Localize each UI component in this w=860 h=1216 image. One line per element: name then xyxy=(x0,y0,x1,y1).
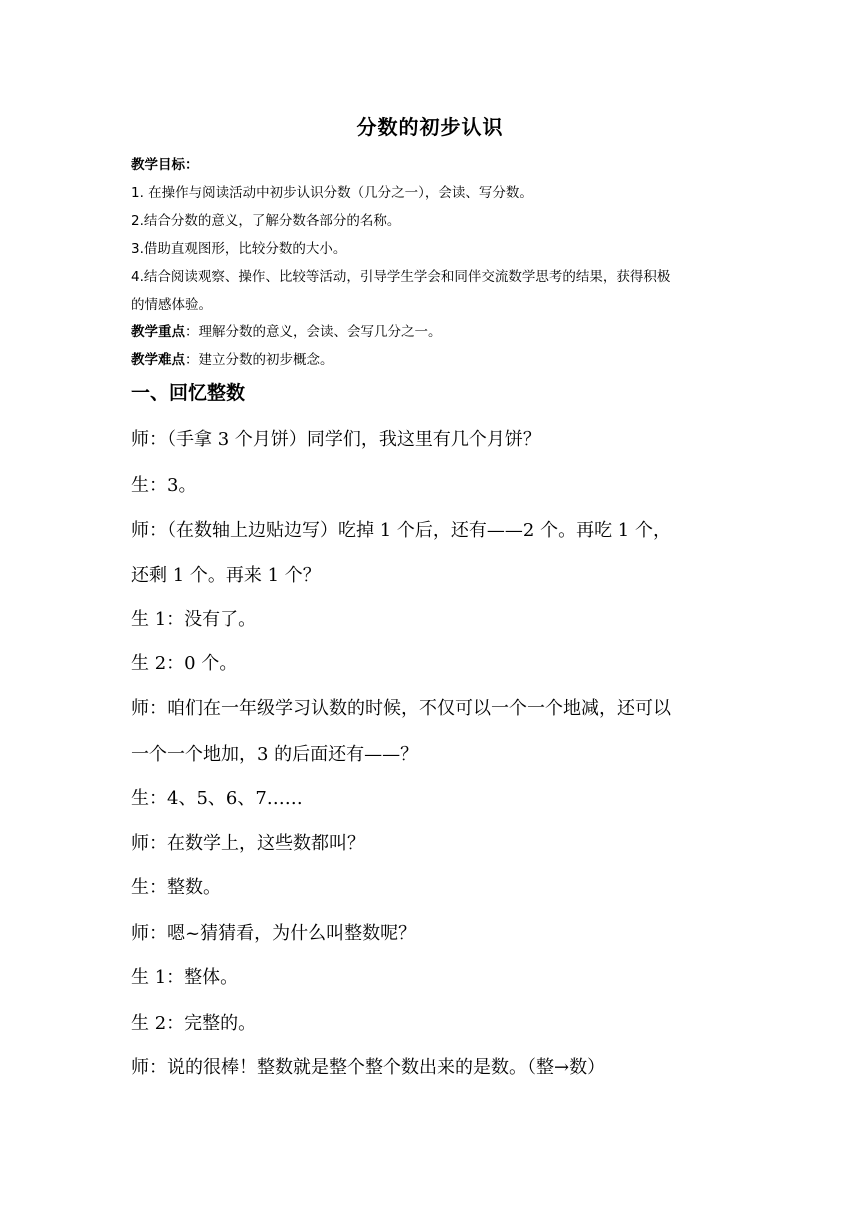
objectives-label xyxy=(131,155,741,175)
objective-line-2: 2.结合分数的意义，了解分数各部分的名称。 xyxy=(131,213,401,229)
dialogue-line: 生 2：0 个。 xyxy=(131,653,238,674)
dialogue-line: 师：嗯~猜猜看，为什么叫整数呢？ xyxy=(131,923,417,944)
key-point xyxy=(131,322,741,342)
dialogue-line: 师：（在数轴上边贴边写）吃掉 1 个后，还有——2 个。再吃 1 个， xyxy=(131,520,671,541)
dialogue-line: 还剩 1 个。再来 1 个？ xyxy=(131,565,321,586)
difficulty-point xyxy=(131,350,741,370)
section-heading: 一、回忆整数 xyxy=(131,382,246,404)
difficulty-text: ：建立分数的初步概念。 xyxy=(185,352,334,368)
difficulty-label: 教学难点 xyxy=(131,352,185,368)
dialogue-line: 生 1：整体。 xyxy=(131,967,239,988)
key-point-text: ：理解分数的意义，会读、会写几分之一。 xyxy=(185,324,442,340)
objective-line-4: 4.结合阅读观察、操作、比较等活动，引导学生学会和同伴交流数学思考的结果，获得积极 xyxy=(131,269,671,285)
dialogue-line: 生：4、5、6、7…… xyxy=(131,788,303,809)
objective-line-1: 1. 在操作与阅读活动中初步认识分数（几分之一），会读、写分数。 xyxy=(131,185,533,201)
dialogue-line: 师：在数学上，这些数都叫？ xyxy=(131,833,365,854)
dialogue-line: 师：咱们在一年级学习认数的时候，不仅可以一个一个地减，还可以 xyxy=(131,698,671,719)
key-point-label: 教学重点 xyxy=(131,324,185,340)
dialogue-line: 师：（手拿 3 个月饼）同学们，我这里有几个月饼？ xyxy=(131,429,541,450)
dialogue-line: 生：3。 xyxy=(131,475,197,496)
document-title: 分数的初步认识 xyxy=(356,115,504,139)
dialogue-line: 一个一个地加，3 的后面还有——？ xyxy=(131,744,419,765)
objective-line-4-continued: 的情感体验。 xyxy=(131,297,212,313)
dialogue-line: 生：整数。 xyxy=(131,877,221,898)
dialogue-line: 师：说的很棒！整数就是整个整个数出来的是数。（整→数） xyxy=(131,1057,606,1078)
objectives-label-text: 教学目标： xyxy=(131,157,199,173)
objective-line-3: 3.借助直观图形，比较分数的大小。 xyxy=(131,241,347,257)
dialogue-line: 生 1：没有了。 xyxy=(131,609,257,630)
dialogue-line: 生 2：完整的。 xyxy=(131,1013,257,1034)
